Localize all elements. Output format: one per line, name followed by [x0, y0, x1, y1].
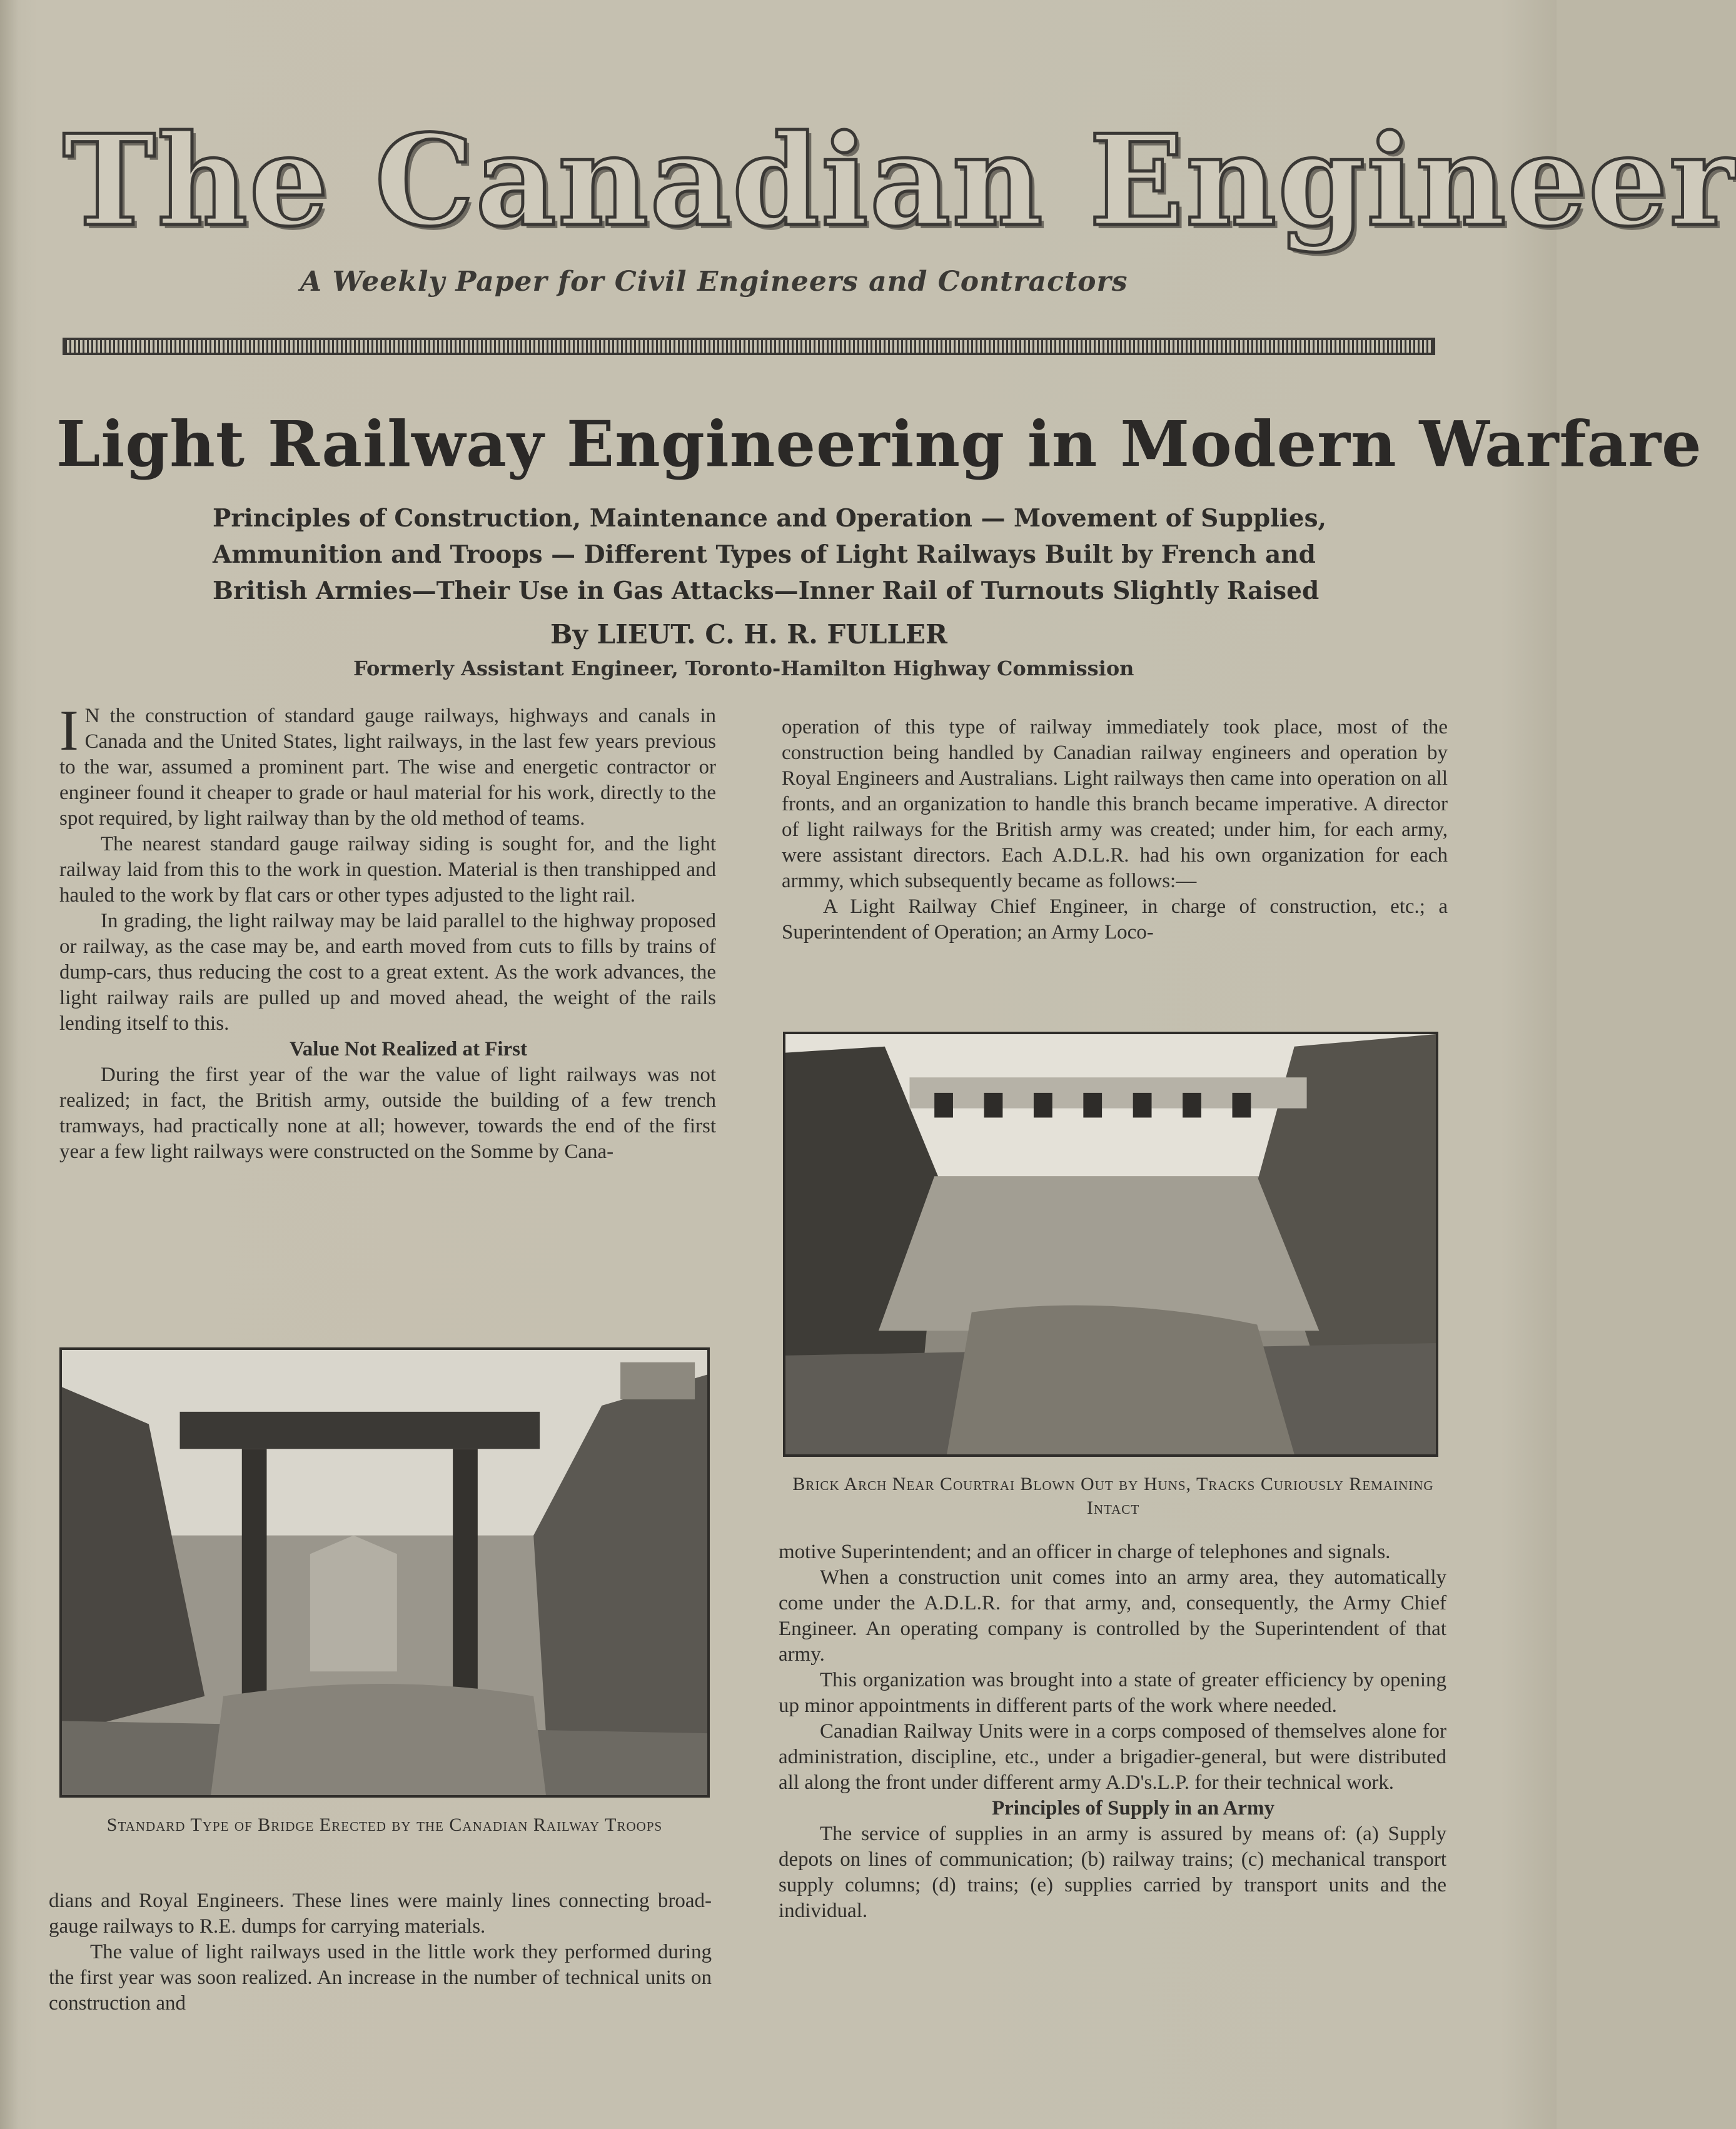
arch-photo [783, 1032, 1438, 1457]
deck-line: British Armies—Their Use in Gas Attacks—Inner Rail of Turnouts Slightly Raised [213, 576, 1320, 605]
article-headline: Light Railway Engineering in Modern Warfare [56, 407, 1702, 481]
paragraph [59, 698, 716, 832]
bridge-photo [59, 1347, 710, 1798]
masthead-tagline: A Weekly Paper for Civil Engineers and Contractors [300, 266, 1128, 298]
paragraph: A Light Railway Chief Engineer, in charge of construction, etc.; a Superintendent of Operation; an Army Loco- [782, 895, 1448, 944]
deck-line: Ammunition and Troops — Different Types of Light Railways Built by French and [213, 540, 1316, 569]
paragraph: The service of supplies in an army is assured by means of: (a) Supply depots on lines of communication; (b) railway trains; (c) mechanical transport supply columns; (d) trains; (e) supplies carried by transport units and the individual. [779, 1823, 1446, 1922]
left-column-top [59, 698, 716, 1165]
right-column-top [782, 715, 1448, 945]
paragraph: This organization was brought into a state of greater efficiency by opening up minor appointments in different parts of the work where needed. [779, 1669, 1446, 1717]
paragraph: The nearest standard gauge railway siding is sought for, and the light railway laid from this to the work in question. Material is then transhipped and hauled to the work by flat cars or other types adjusted to the light rail. [59, 833, 716, 907]
paragraph: During the first year of the war the value of light railways was not realized; in fact, the British army, outside the building of a few trench tramways, had practically none at all; however, towards the end of the first year a few light railways were constructed on the Somme by Cana- [59, 1064, 716, 1163]
paragraph: motive Superintendent; and an officer in charge of telephones and signals. [779, 1541, 1391, 1563]
paragraph: The value of light railways used in the little work they performed during the first year was soon realized. An increase in the number of technical units on construction and [49, 1941, 712, 2015]
deck-line: Principles of Construction, Maintenance and Operation — Movement of Supplies, [213, 504, 1327, 533]
masthead-title: The Canadian Engineer [63, 108, 1736, 254]
paragraph: dians and Royal Engineers. These lines were mainly lines connecting broad-gauge railways to R.E. dumps for carrying materials. [49, 1890, 712, 1938]
byline: By LIEUT. C. H. R. FULLER [550, 619, 947, 650]
paragraph: operation of this type of railway immediately took place, most of the construction being handled by Canadian railway engineers and operation by Royal Engineers and Australians. Light railways then came into operation on all fronts, and an organization to handle this branch became imperative. A director of light railways for the British army was created; under him, for each army, were assistant directors. Each A.D.L.R. had his own organization for each armmy, which subsequently became as follows:— [782, 716, 1448, 892]
section-subhead: Value Not Realized at First [289, 1038, 528, 1060]
author-affiliation: Formerly Assistant Engineer, Toronto-Hamilton Highway Commission [353, 657, 1134, 680]
bridge-photo-caption: Standard Type of Bridge Erected by the Canadian Railway Troops [106, 1814, 663, 1835]
section-subhead: Principles of Supply in an Army [992, 1797, 1274, 1819]
paragraph: In grading, the light railway may be laid parallel to the highway proposed or railway, as the case may be, and earth moved from cuts to fills by trains of dump-cars, thus reducing the cost to a great extent. As the work advances, the light railway rails are pulled up and moved ahead, the weight of the rails lending itself to this. [59, 910, 716, 1035]
paragraph-text: N the construction of standard gauge railways, highways and canals in Canada and the United States, light railways, in the last few years previous to the war, assumed a prominent part. The wise and energetic contractor or engineer found it cheaper to grade or haul material for his work, directly to the spot required, by light railway than by the old method of teams. [59, 705, 716, 830]
arch-photo-image [785, 1034, 1436, 1454]
left-column-bottom [49, 1888, 712, 2016]
paragraph: When a construction unit comes into an army area, they automatically come under the A.D.L.R. for that army, and, consequently, the Army Chief Engineer. An operating company is controlled by the Superintendent of that army. [779, 1566, 1446, 1666]
masthead-rule [63, 338, 1435, 355]
arch-photo-caption: Brick Arch Near Courtrai Blown Out by Huns, Tracks Curiously Remaining Intact [792, 1474, 1434, 1518]
bridge-photo-image [62, 1350, 707, 1795]
paragraph: Canadian Railway Units were in a corps composed of themselves alone for administration, discipline, etc., under a brigadier-general, but were distributed all along the front under different army A.D's.L.P. for their technical work. [779, 1720, 1446, 1794]
article-deck [213, 500, 1327, 609]
right-column-bottom [779, 1539, 1446, 1924]
drop-cap: I [59, 698, 79, 762]
